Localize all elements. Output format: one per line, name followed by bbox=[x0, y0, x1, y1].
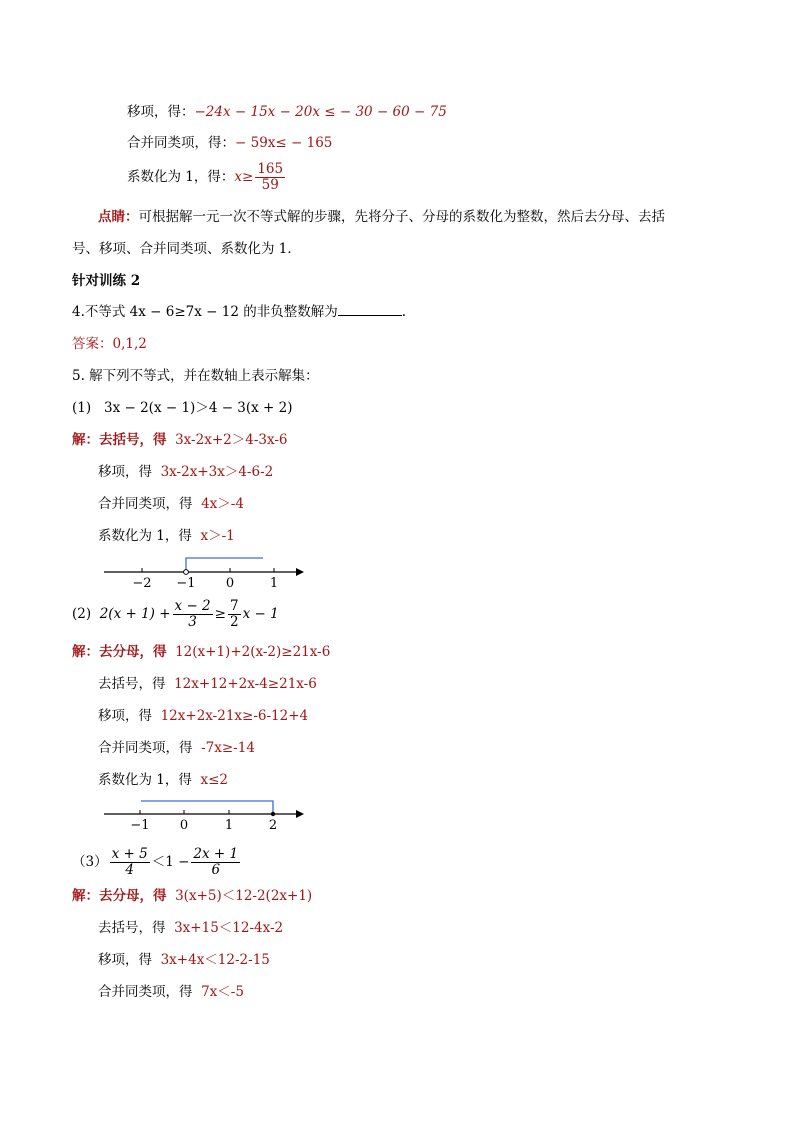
tick-label: −1 bbox=[176, 576, 196, 591]
fraction: $\frac{x + 5}{4}$ bbox=[111, 846, 148, 878]
tip-line-1: 点睛：可根据解一元一次不等式解的步骤，先将分子、分母的系数化为整数，然后去分母、去括 bbox=[98, 209, 665, 225]
tick-label: −2 bbox=[132, 576, 152, 591]
q5-part2-step: 去括号，得 12x+12+2x-4≥21x-6 bbox=[98, 676, 317, 692]
tip-line-2: 号、移项、合并同类项、系数化为 1． bbox=[72, 241, 301, 257]
q5-part3-problem: （3） $\frac{x + 5}{4}$ ＜1 − $\frac{2x + 1}{6}$ bbox=[72, 846, 239, 878]
tick-label: 1 bbox=[269, 576, 279, 591]
section-title: 针对训练 2 bbox=[72, 273, 141, 289]
answer-blank bbox=[338, 303, 402, 316]
q5-part2-step: 系数化为 1，得 x≤2 bbox=[98, 772, 228, 788]
tick-label: 0 bbox=[225, 576, 235, 591]
solution-bracket bbox=[141, 801, 273, 812]
q5-part1-step: 解：去括号，得 3x-2x+2＞4-3x-6 bbox=[72, 432, 288, 448]
q5-part1-step: 系数化为 1，得 x＞-1 bbox=[98, 528, 235, 544]
prev-step-coef: 系数化为 1，得：x≥ $\frac{165}{59}$ bbox=[127, 161, 284, 193]
tick-label: 1 bbox=[224, 818, 234, 833]
prev-step-combine: 合并同类项，得：− 59x≤ − 165 bbox=[127, 135, 333, 151]
fraction: $\frac{7}{2}$ bbox=[229, 598, 239, 630]
q5-part2-step: 移项，得 12x+2x-21x≥-6-12+4 bbox=[98, 708, 309, 724]
q5-part3-step: 去括号，得 3x+15＜12-4x-2 bbox=[98, 920, 284, 936]
closed-endpoint bbox=[271, 812, 275, 816]
fraction: $\frac{x - 2}{3}$ bbox=[174, 598, 211, 630]
prev-step-move: 移项，得：−24x − 15x − 20x ≤ − 30 − 60 − 75 bbox=[127, 104, 447, 120]
tick-label: 0 bbox=[179, 818, 189, 833]
tick-label: −1 bbox=[130, 818, 150, 833]
q5-part2-step: 合并同类项，得 -7x≥-14 bbox=[98, 740, 255, 756]
q5-part3-step: 合并同类项，得 7x＜-5 bbox=[98, 984, 244, 1000]
q5-part2-problem: (2) 2(x + 1) + $\frac{x - 2}{3}$ ≥ $\frac{7}{2}$ x − 1 bbox=[72, 598, 279, 630]
q5-part3-step: 移项，得 3x+4x＜12-2-15 bbox=[98, 952, 270, 968]
q5-part1-step: 合并同类项，得 4x＞-4 bbox=[98, 496, 244, 512]
fraction: $\frac{2x + 1}{6}$ bbox=[193, 846, 239, 878]
q4-answer: 答案：0,1,2 bbox=[72, 336, 147, 352]
open-endpoint bbox=[184, 570, 189, 575]
axis-arrow bbox=[296, 810, 304, 818]
question-5-title: 5. 解下列不等式，并在数轴上表示解集： bbox=[72, 368, 319, 384]
q5-part3-step: 解：去分母，得 3(x+5)＜12-2(2x+1) bbox=[72, 888, 313, 904]
axis-arrow bbox=[296, 568, 304, 576]
number-line-1 bbox=[100, 550, 310, 592]
q5-part1-step: 移项，得 3x-2x+3x＞4-6-2 bbox=[98, 464, 274, 480]
solution-bracket bbox=[186, 558, 263, 570]
tick-label: 2 bbox=[268, 818, 278, 833]
number-line-2 bbox=[100, 794, 310, 836]
q5-part2-step: 解：去分母，得 12(x+1)+2(x-2)≥21x-6 bbox=[72, 644, 331, 660]
q5-part1-problem: (1) 3x − 2(x − 1)＞4 − 3(x + 2) bbox=[72, 400, 293, 416]
fraction: $\frac{165}{59}$ bbox=[257, 161, 284, 193]
question-4: 4.不等式 4x − 6≥7x − 12 的非负整数解为 . bbox=[72, 304, 407, 320]
